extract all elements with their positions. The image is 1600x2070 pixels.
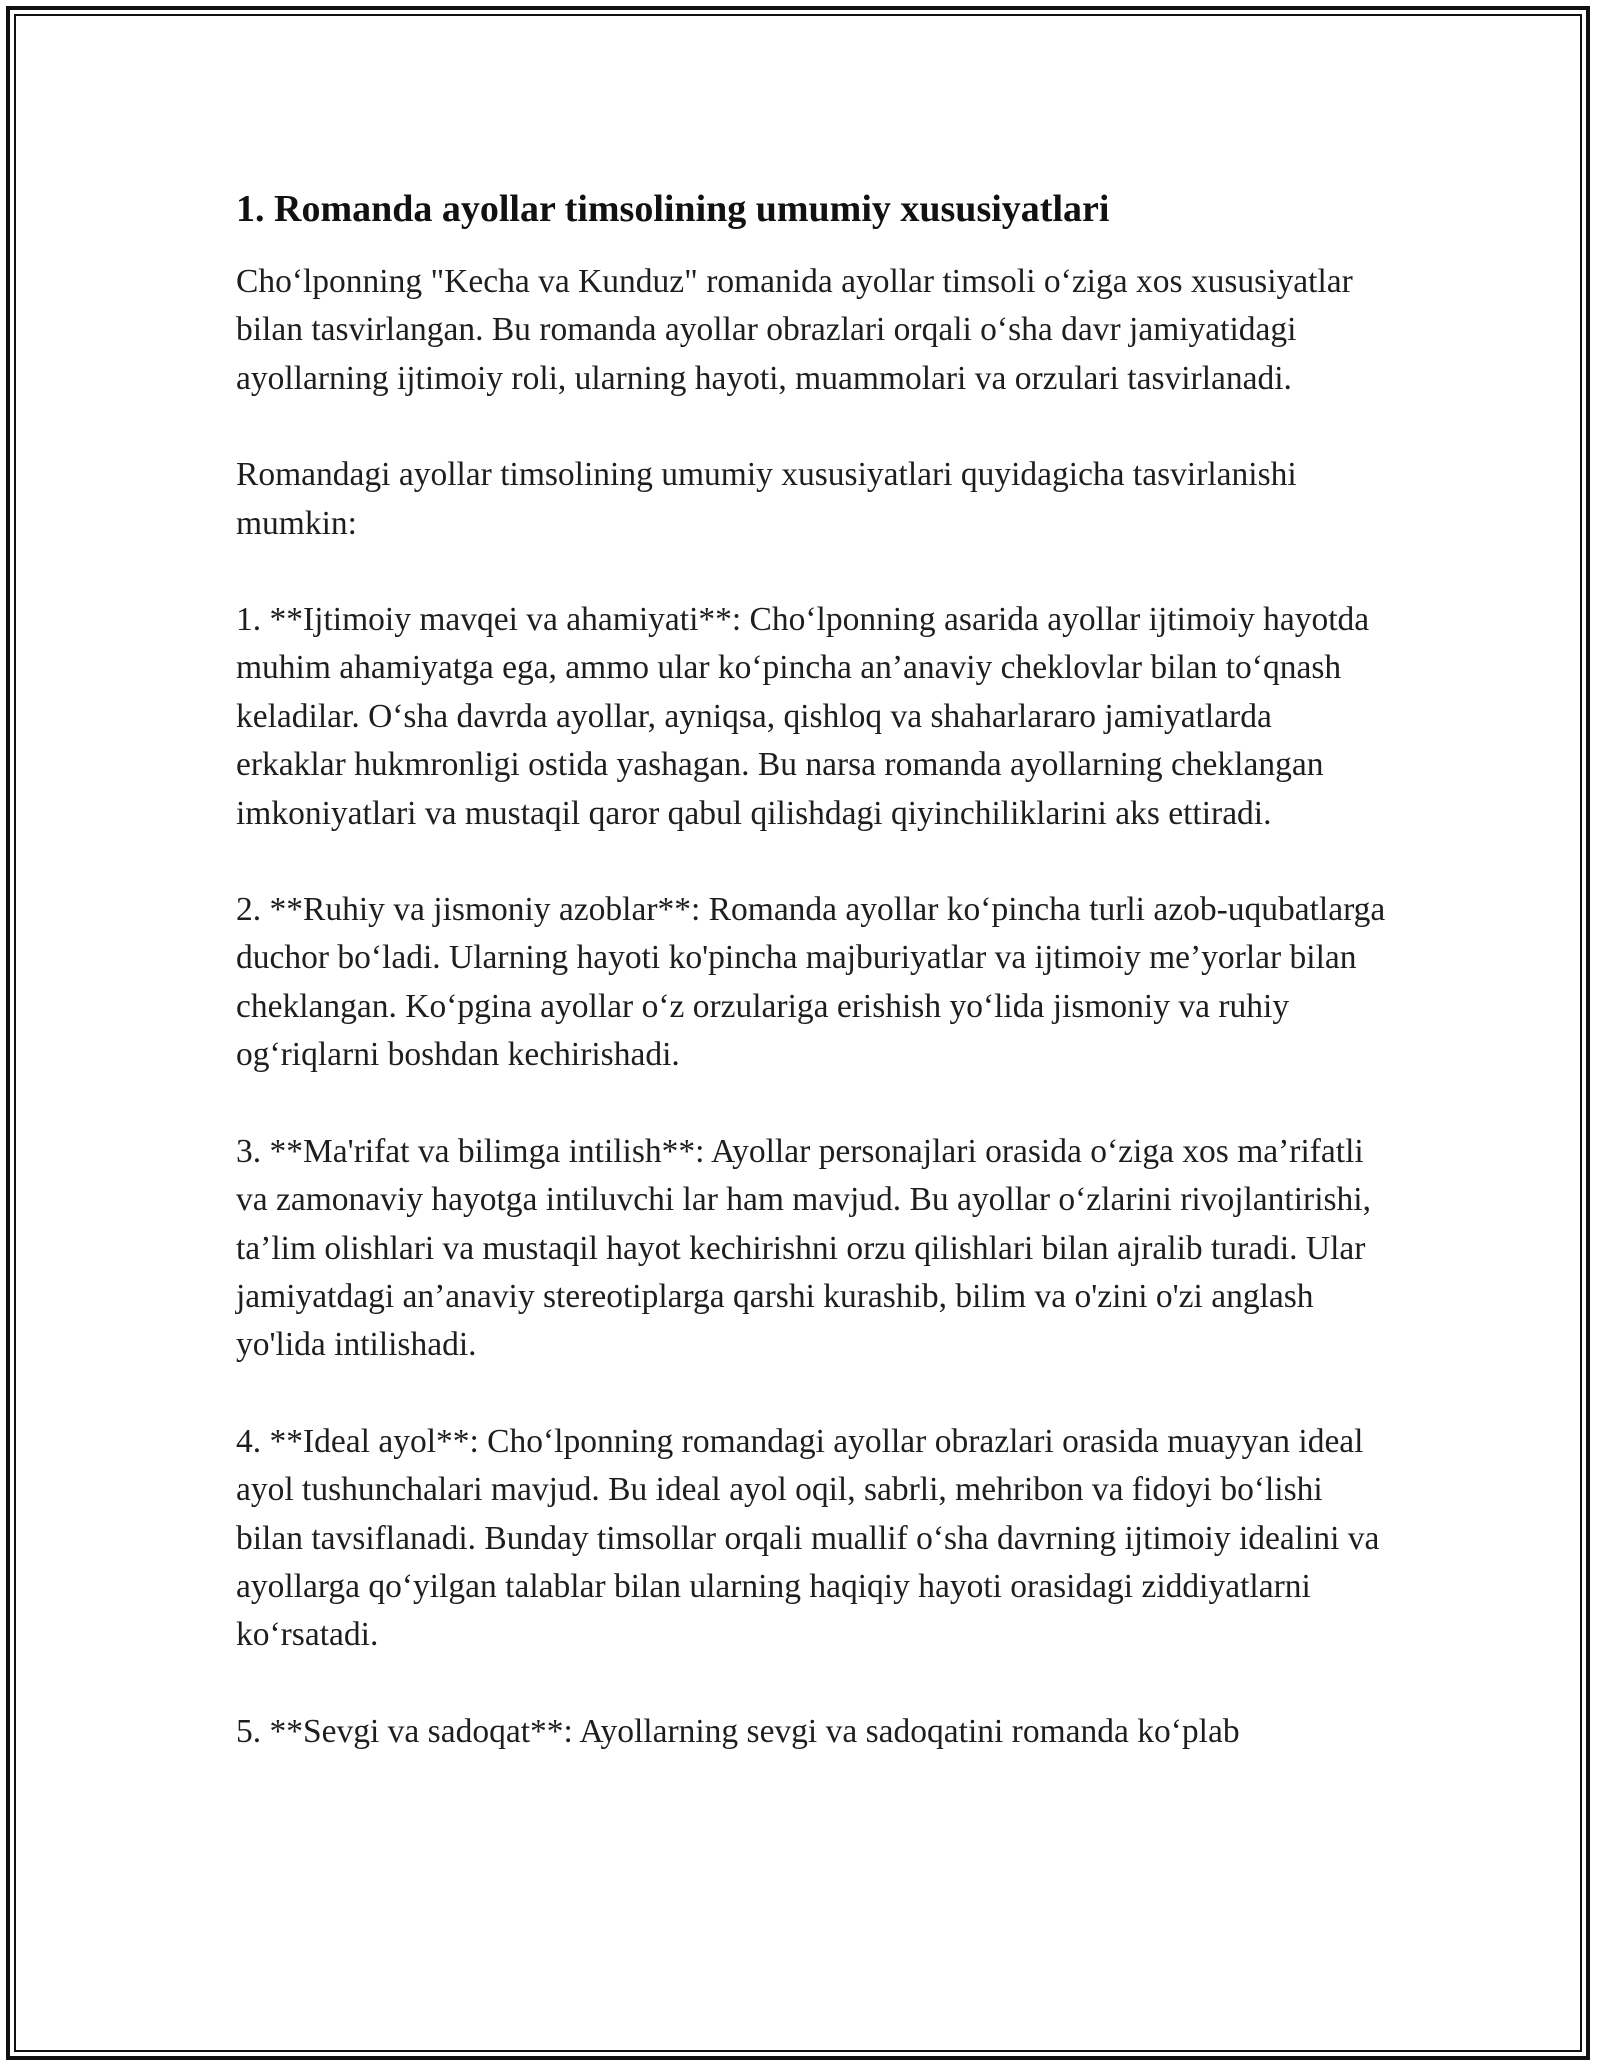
intro-paragraph: Cho‘lponning "Kecha va Kunduz" romanida ayollar timsoli o‘ziga xos xususiyatlar bilan tasvirlangan. Bu romanda ayollar obrazlari orqali o‘sha davr jamiyatidagi ayollarning ijtimoiy roli, ularning hayoti, muammolari va orzulari tasvirlanadi. [236,263,1353,397]
list-item-love-devotion: 5. **Sevgi va sadoqat**: Ayollarning sevgi va sadoqatini romanda ko‘plab [236,1712,1240,1750]
list-item-ideal-woman: 4. **Ideal ayol**: Cho‘lponning romandagi ayollar obrazlari orasida muayyan ideal ayol tushunchalari mavjud. Bu ideal ayol oqil, sabrli, mehribon va fidoyi bo‘lishi bilan tavsiflanadi. Bunday timsollar orqali muallif o‘sha davrning ijtimoiy idealini va ayollarga qo‘yilgan talablar bilan ularning haqiqiy hayoti orasidagi ziddiyatlarni ko‘rsatadi. [236,1422,1380,1654]
document-body [236,186,1386,1804]
list-item-social-status: 1. **Ijtimoiy mavqei va ahamiyati**: Cho‘lponning asarida ayollar ijtimoiy hayotda muhim ahamiyatga ega, ammo ular ko‘pincha an’anaviy cheklovlar bilan to‘qnash keladilar. O‘sha davrda ayollar, ayniqsa, qishloq va shaharlararo jamiyatlarda erkaklar hukmronligi ostida yashagan. Bu narsa romanda ayollarning cheklangan imkoniyatlari va mustaqil qaror qabul qilishdagi qiyinchiliklarini aks ettiradi. [236,601,1370,832]
list-item-suffering: 2. **Ruhiy va jismoniy azoblar**: Romanda ayollar ko‘pincha turli azob-uqubatlarga duchor bo‘ladi. Ularning hayoti ko'pincha majburiyatlar va ijtimoiy me’yorlar bilan cheklangan. Ko‘pgina ayollar o‘z orzulariga erishish yo‘lida jismoniy va ruhiy og‘riqlarni boshdan kechirishadi. [236,891,1386,1074]
list-lead-paragraph: Romandagi ayollar timsolining umumiy xususiyatlari quyidagicha tasvirlanishi mumkin: [236,456,1297,542]
section-heading: 1. Romanda ayollar timsolining umumiy xususiyatlari [236,188,1110,230]
list-item-enlightenment: 3. **Ma'rifat va bilimga intilish**: Ayollar personajlari orasida o‘ziga xos ma’rifatli va zamonaviy hayotga intiluvchi lar ham mavjud. Bu ayollar o‘zlarini rivojlantirishi, ta’lim olishlari va mustaqil hayot kechirishni orzu qilishlari bilan ajralib turadi. Ular jamiyatdagi an’anaviy stereotiplarga qarshi kurashib, bilim va o'zini o'zi anglash yo'lida intilishadi. [236,1132,1371,1364]
